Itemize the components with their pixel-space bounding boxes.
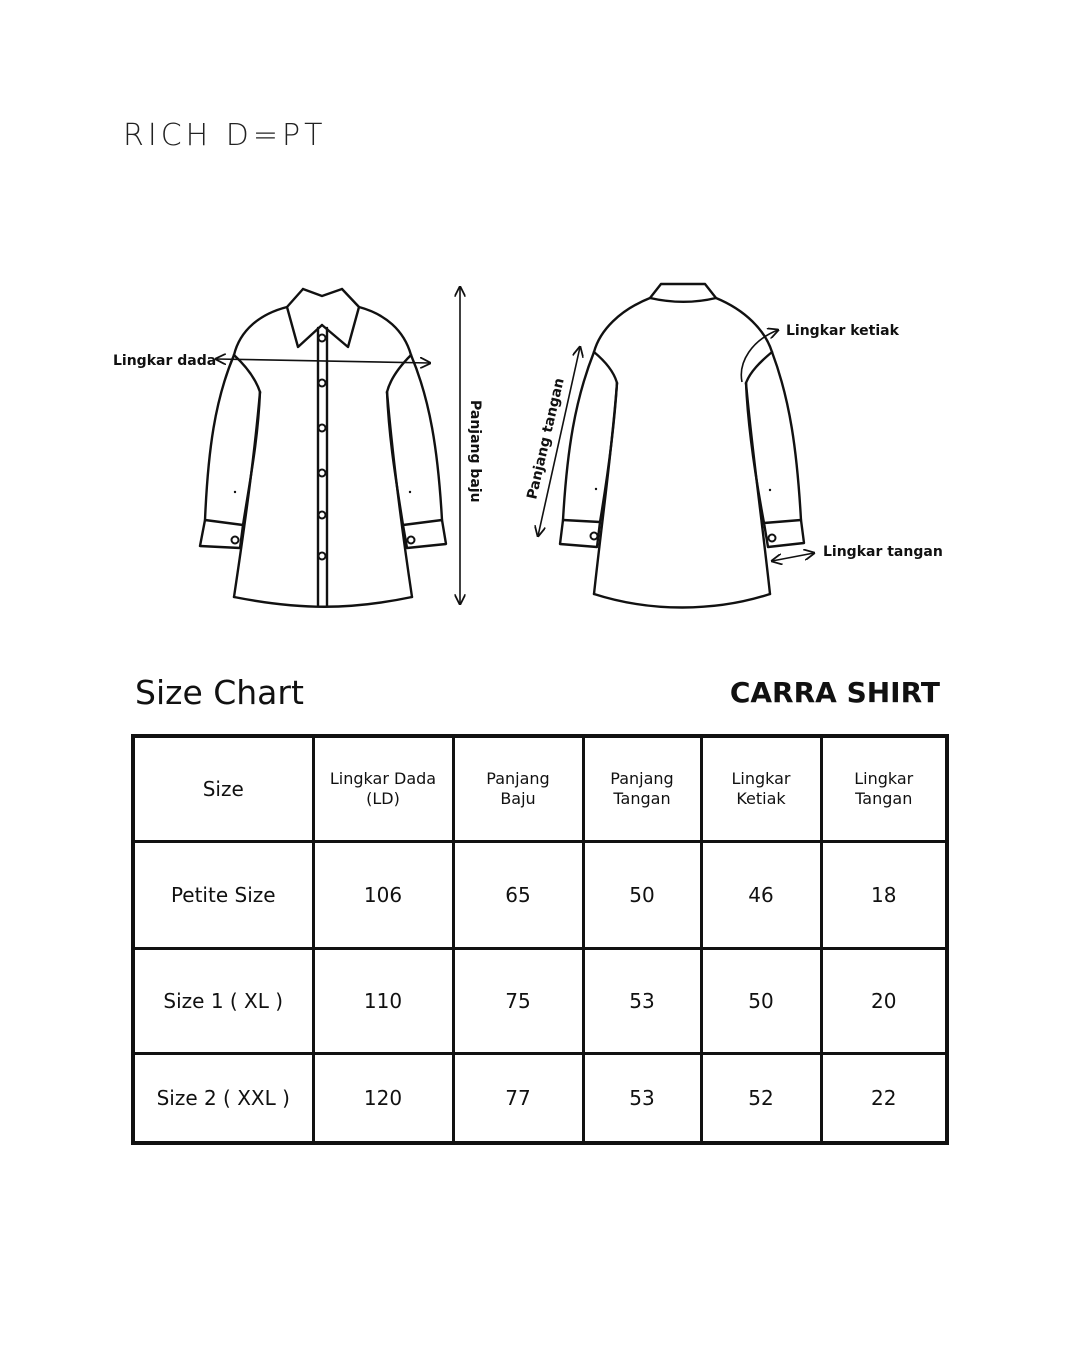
- table-row: [133, 949, 947, 1054]
- brand-logo: RICH D=PT: [123, 118, 327, 153]
- table-cell: 53: [583, 949, 701, 1054]
- product-name: CARRA SHIRT: [729, 676, 940, 709]
- header-panjang-tangan: Panjang Tangan: [583, 736, 701, 842]
- table-cell: 18: [821, 842, 947, 949]
- header-panjang-baju: Panjang Baju: [453, 736, 583, 842]
- table-cell: 50: [701, 949, 821, 1054]
- table-cell: 20: [821, 949, 947, 1054]
- table-row: [133, 842, 947, 949]
- table-cell: 22: [821, 1054, 947, 1144]
- front-buttons: [232, 335, 415, 560]
- table-cell: 65: [453, 842, 583, 949]
- table-header-row: [133, 736, 947, 842]
- back-buttons: [591, 533, 776, 542]
- header-lingkar-dada: Lingkar Dada (LD): [313, 736, 453, 842]
- size-name-cell: Size 1 ( XL ): [133, 949, 313, 1054]
- shirt-measurement-diagram: [0, 270, 1080, 620]
- chest-label: Lingkar dada: [113, 353, 217, 369]
- back-shirt-drawing: [560, 284, 804, 608]
- size-chart-table: [131, 734, 949, 1145]
- header-lingkar-tangan: Lingkar Tangan: [821, 736, 947, 842]
- length-label: Panjang baju: [467, 400, 483, 503]
- header-size: Size: [133, 736, 313, 842]
- header-lingkar-ketiak: Lingkar Ketiak: [701, 736, 821, 842]
- size-chart-title: Size Chart: [135, 673, 304, 712]
- table-cell: 110: [313, 949, 453, 1054]
- back-sleeve-marks: [595, 488, 771, 491]
- table-cell: 53: [583, 1054, 701, 1144]
- table-cell: 106: [313, 842, 453, 949]
- table-cell: 75: [453, 949, 583, 1054]
- table-row: [133, 1054, 947, 1144]
- table-cell: 46: [701, 842, 821, 949]
- front-sleeve-marks: [234, 491, 411, 493]
- cuff-label: Lingkar tangan: [823, 544, 943, 560]
- table-cell: 77: [453, 1054, 583, 1144]
- size-name-cell: Petite Size: [133, 842, 313, 949]
- armhole-label: Lingkar ketiak: [786, 323, 899, 339]
- table-cell: 50: [583, 842, 701, 949]
- table-cell: 120: [313, 1054, 453, 1144]
- table-cell: 52: [701, 1054, 821, 1144]
- cuff-arrow: [772, 553, 814, 561]
- sleeve-length-label: Panjang tangan: [524, 376, 568, 501]
- size-name-cell: Size 2 ( XXL ): [133, 1054, 313, 1144]
- chest-measurement-arrow: [216, 359, 430, 363]
